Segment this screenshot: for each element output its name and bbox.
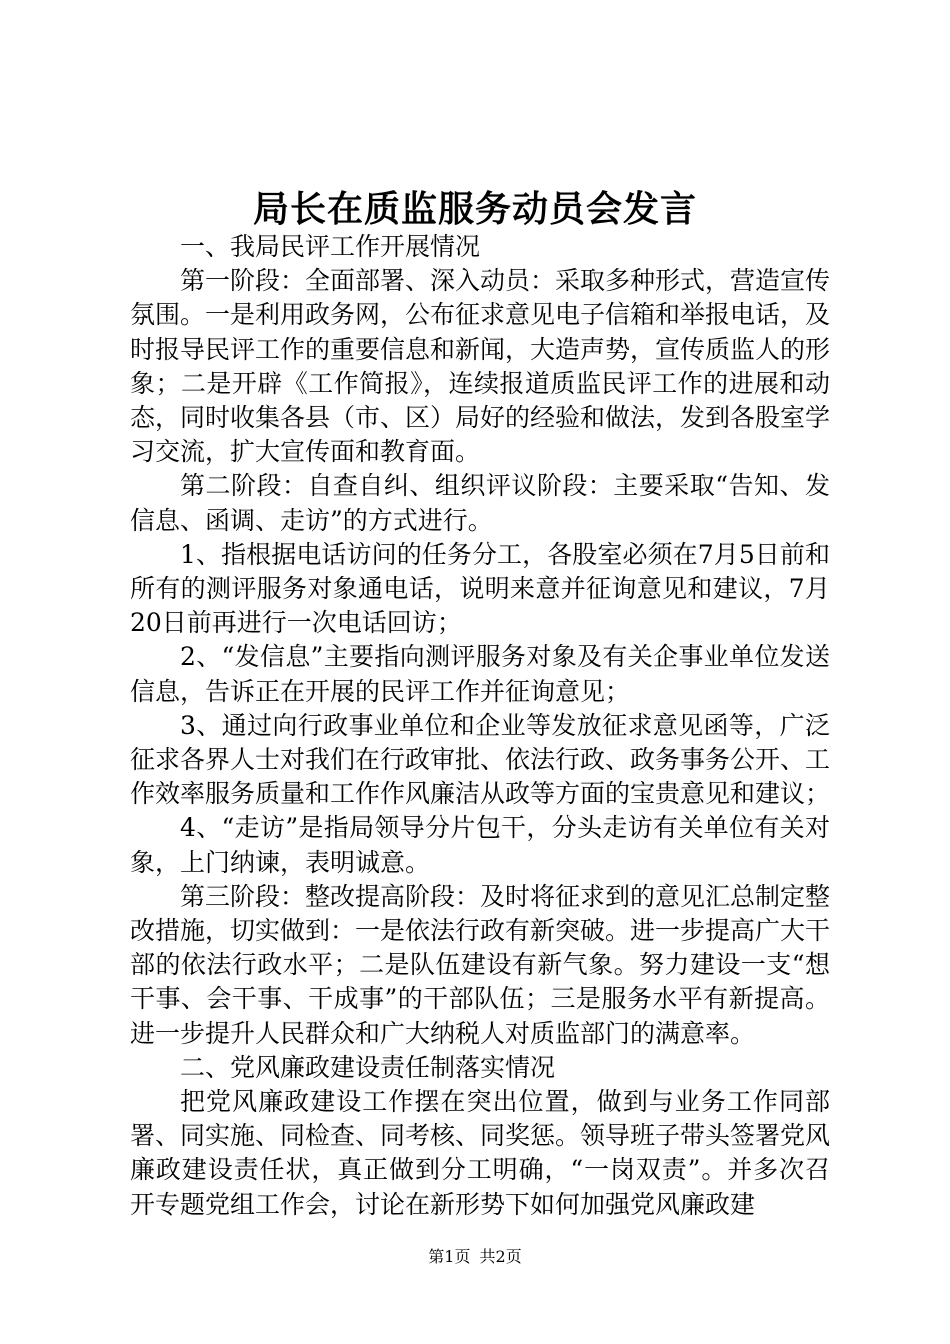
paragraph-stage-1: 第一阶段：全面部署、深入动员：采取多种形式，营造宣传氛围。一是利用政务网，公布征求意见电子信箱和举报电话，及时报导民评工作的重要信息和新闻，大造声势，宣传质监人的形象；二是开辟《工作简报》，连续报道质监民评工作的进展和动态，同时收集各县（市、区）局好的经验和做法，发到各股室学习交流，扩大宣传面和教育面。 [130, 266, 831, 467]
document-body [130, 230, 830, 1222]
page-total: 共2页 [479, 1247, 522, 1266]
document-title: 局长在质监服务动员会发言 [252, 188, 697, 230]
section-heading-2: 二、党风廉政建设责任制落实情况 [180, 1052, 556, 1082]
paragraph-party-conduct: 把党风廉政建设工作摆在突出位置，做到与业务工作同部署、同实施、同检查、同考核、同奖惩。领导班子带头签署党风廉政建设责任状，真正做到分工明确，“一岗双责”。并多次召开专题党组工作会，讨论在新形势下如何加强党风廉政建 [130, 1087, 831, 1219]
paragraph-item-2: 2、“发信息”主要指向测评服务对象及有关企事业单位发送信息，告诉正在开展的民评工作并征询意见； [130, 642, 830, 706]
paragraph-item-3: 3、通过向行政事业单位和企业等发放征求意见函等，广泛征求各界人士对我们在行政审批、依法行政、政务事务公开、工作效率服务质量和工作作风廉洁从政等方面的宝贵意见和建议； [130, 710, 831, 809]
paragraph-item-4: 4、“走访”是指局领导分片包干，分头走访有关单位有关对象，上门纳谏，表明诚意。 [130, 813, 830, 877]
section-heading-1: 一、我局民评工作开展情况 [180, 232, 481, 261]
page-number: 第1页 [428, 1247, 471, 1266]
paragraph-item-1: 1、指根据电话访问的任务分工，各股室必须在7月5日前和所有的测评服务对象通电话，说明来意并征询意见和建议，7月20日前再进行一次电话回访； [130, 539, 830, 638]
paragraph-stage-3: 第三阶段：整改提高阶段：及时将征求到的意见汇总制定整改措施，切实做到：一是依法行政有新突破。进一步提高广大干部的依法行政水平；二是队伍建设有新气象。努力建设一支“想干事、会干事、干成事”的干部队伍；三是服务水平有新提高。进一步提升人民群众和广大纳税人对质监部门的满意率。 [130, 881, 831, 1048]
paragraph-stage-2: 第二阶段：自查自纠、组织评议阶段：主要采取“告知、发信息、函调、走访”的方式进行。 [130, 471, 830, 535]
page-footer [0, 1246, 950, 1268]
